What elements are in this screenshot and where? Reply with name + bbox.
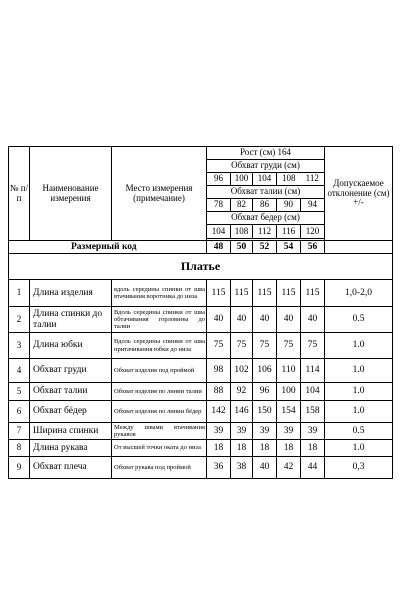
row-tolerance: 1.0	[325, 401, 393, 423]
row-value: 92	[231, 383, 253, 401]
row-value: 115	[207, 280, 231, 307]
size-code-empty	[325, 241, 393, 254]
table-row	[9, 307, 393, 333]
size-code-value: 54	[277, 241, 301, 254]
header-hips-label: Обхват бедер (см)	[207, 212, 325, 225]
row-value: 110	[277, 359, 301, 383]
size-code-value: 56	[301, 241, 325, 254]
hips-value: 116	[277, 225, 301, 239]
row-tolerance: 0,3	[325, 457, 393, 479]
row-value: 114	[301, 359, 325, 383]
row-place: Между швами втачивания рукавов	[112, 423, 207, 440]
chest-value: 108	[277, 173, 301, 186]
row-number: 4	[9, 359, 30, 383]
row-tolerance: 1,0-2,0	[325, 280, 393, 307]
row-tolerance: 1.0	[325, 333, 393, 359]
row-value: 36	[207, 457, 231, 479]
row-value: 96	[253, 383, 277, 401]
waist-value: 94	[301, 199, 325, 212]
row-place: Обхват рукава под проймой	[112, 457, 207, 479]
row-number: 6	[9, 401, 30, 423]
table-row	[9, 359, 393, 383]
hips-value: 120	[301, 225, 325, 239]
row-name: Обхват талии	[30, 383, 112, 401]
row-value: 18	[277, 440, 301, 457]
table-row	[9, 333, 393, 359]
row-value: 100	[277, 383, 301, 401]
hips-value: 108	[231, 225, 253, 239]
chest-value: 100	[231, 173, 253, 186]
row-value: 158	[301, 401, 325, 423]
row-number: 2	[9, 307, 30, 333]
size-code-row	[9, 241, 393, 254]
waist-value: 86	[253, 199, 277, 212]
row-name: Обхват бёдер	[30, 401, 112, 423]
table-row	[9, 440, 393, 457]
row-tolerance: 1.0	[325, 383, 393, 401]
section-row	[9, 254, 393, 280]
row-number: 8	[9, 440, 30, 457]
row-name: Ширина спинки	[30, 423, 112, 440]
row-name: Обхват плеча	[30, 457, 112, 479]
row-value: 40	[231, 307, 253, 333]
row-value: 88	[207, 383, 231, 401]
row-value: 115	[253, 280, 277, 307]
row-number: 9	[9, 457, 30, 479]
waist-value: 82	[231, 199, 253, 212]
size-chart-table	[8, 146, 393, 479]
size-code-value: 52	[253, 241, 277, 254]
row-place: Обхват изделия по линии бёдер	[112, 401, 207, 423]
row-name: Длина спинки до талии	[30, 307, 112, 333]
row-value: 102	[231, 359, 253, 383]
row-value: 150	[253, 401, 277, 423]
header-waist-label: Обхват талии (см)	[207, 186, 325, 199]
row-value: 75	[301, 333, 325, 359]
row-tolerance: 1.0	[325, 440, 393, 457]
size-code-value: 48	[207, 241, 231, 254]
row-name: Длина изделия	[30, 280, 112, 307]
row-tolerance: 1.0	[325, 359, 393, 383]
row-value: 39	[207, 423, 231, 440]
row-value: 38	[231, 457, 253, 479]
chest-value: 112	[301, 173, 325, 186]
table-body	[9, 147, 393, 479]
size-code-label: Размерный код	[9, 241, 207, 254]
chest-value: 96	[207, 173, 231, 186]
table-row	[9, 401, 393, 423]
row-tolerance: 0.5	[325, 307, 393, 333]
row-value: 106	[253, 359, 277, 383]
row-value: 39	[253, 423, 277, 440]
header-no: № п/п	[9, 147, 30, 241]
row-value: 75	[277, 333, 301, 359]
row-place: Обхват изделия под проймой	[112, 359, 207, 383]
row-place: вдоль середины спинки от шва втачивания воротника до низа	[112, 280, 207, 307]
header-row-rost	[9, 147, 393, 160]
row-value: 142	[207, 401, 231, 423]
row-value: 75	[207, 333, 231, 359]
row-value: 44	[301, 457, 325, 479]
row-number: 7	[9, 423, 30, 440]
header-chest-label: Обхват груди (см)	[207, 160, 325, 173]
header-tolerance: Допускаемое отклонение (см) +/-	[325, 147, 393, 241]
row-value: 75	[253, 333, 277, 359]
row-value: 115	[231, 280, 253, 307]
table-row	[9, 280, 393, 307]
row-place: От высшей точки оката до низа	[112, 440, 207, 457]
row-tolerance: 0.5	[325, 423, 393, 440]
waist-value: 78	[207, 199, 231, 212]
row-value: 40	[253, 457, 277, 479]
row-value: 115	[277, 280, 301, 307]
row-place: Вдоль середины спинки от шва притачивания юбки до низа	[112, 333, 207, 359]
row-number: 1	[9, 280, 30, 307]
chest-value: 104	[253, 173, 277, 186]
row-value: 39	[231, 423, 253, 440]
section-title: Платье	[9, 254, 393, 280]
row-place: Обхват изделия по линии талии	[112, 383, 207, 401]
row-name: Длина рукава	[30, 440, 112, 457]
row-number: 3	[9, 333, 30, 359]
waist-value: 90	[277, 199, 301, 212]
row-value: 18	[207, 440, 231, 457]
row-place: Вдоль середины спинки от шва обтачивания горловины до талии	[112, 307, 207, 333]
table-row	[9, 457, 393, 479]
hips-value: 112	[253, 225, 277, 239]
row-value: 98	[207, 359, 231, 383]
row-value: 18	[253, 440, 277, 457]
header-name: Наименование измерения	[30, 147, 112, 241]
row-value: 40	[301, 307, 325, 333]
header-rost: Рост (см) 164	[207, 147, 325, 160]
row-value: 40	[207, 307, 231, 333]
table-row	[9, 423, 393, 440]
row-value: 39	[301, 423, 325, 440]
hips-value: 104	[207, 225, 231, 239]
row-value: 40	[253, 307, 277, 333]
row-value: 39	[277, 423, 301, 440]
row-value: 104	[301, 383, 325, 401]
size-code-value: 50	[231, 241, 253, 254]
row-name: Длина юбки	[30, 333, 112, 359]
row-value: 115	[301, 280, 325, 307]
row-value: 40	[277, 307, 301, 333]
table-row	[9, 383, 393, 401]
row-value: 18	[301, 440, 325, 457]
header-place: Место измерения (примечание)	[112, 147, 207, 241]
row-value: 75	[231, 333, 253, 359]
row-value: 154	[277, 401, 301, 423]
row-number: 5	[9, 383, 30, 401]
row-value: 42	[277, 457, 301, 479]
row-name: Обхват груди	[30, 359, 112, 383]
row-value: 18	[231, 440, 253, 457]
row-value: 146	[231, 401, 253, 423]
